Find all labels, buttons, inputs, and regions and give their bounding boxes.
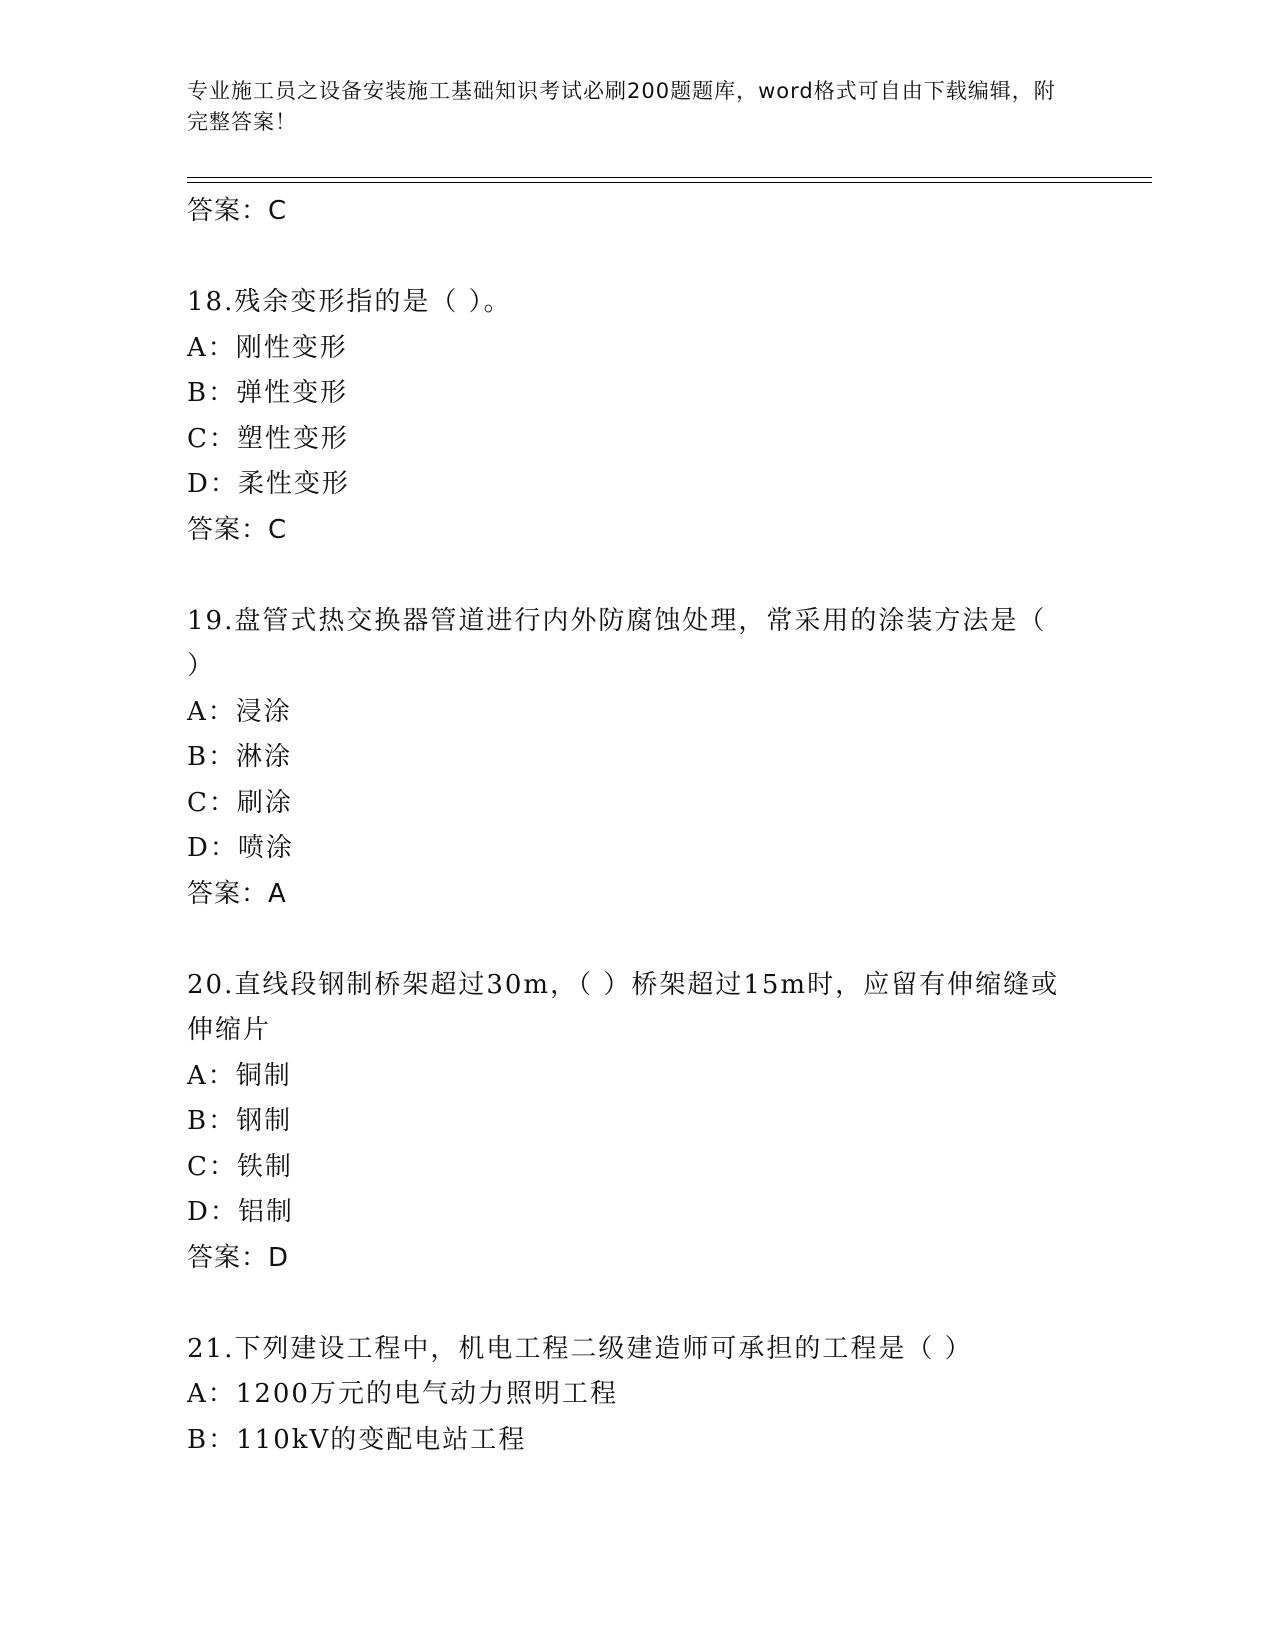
option-d: D：铝制	[187, 1197, 294, 1227]
header-text: 专业施工员之设备安装施工基础知识考试必刷200题题库，word格式可自由下载编辑，附完整答案！	[187, 79, 1056, 134]
option-c: C：铁制	[187, 1151, 293, 1182]
option-c: C：塑性变形	[187, 423, 349, 454]
header-rule-bottom	[187, 182, 1152, 183]
option-b: B：钢制	[187, 1106, 293, 1136]
option-b: B：弹性变形	[187, 378, 349, 408]
option-a: A：1200万元的电气动力照明工程	[187, 1379, 618, 1409]
option-b: B：110kV的变配电站工程	[187, 1424, 527, 1455]
question-stem: 18.残余变形指的是（ ）。	[187, 287, 512, 317]
document-header	[187, 76, 1067, 138]
option-d: D：柔性变形	[187, 469, 350, 499]
option-a: A：铜制	[187, 1060, 292, 1091]
answer-line: 答案：C	[187, 196, 288, 226]
option-a: A：刚性变形	[187, 332, 348, 363]
answer-line: 答案：D	[187, 1242, 290, 1273]
option-b: B：淋涂	[187, 742, 293, 772]
answer-line: 答案：A	[187, 878, 287, 909]
option-d: D：喷涂	[187, 833, 294, 863]
question-list	[187, 189, 1087, 1463]
question-stem: 21.下列建设工程中，机电工程二级建造师可承担的工程是（ ）	[187, 1333, 973, 1364]
option-a: A：浸涂	[187, 696, 292, 727]
answer-line: 答案：C	[187, 514, 288, 545]
question-stem: 19.盘管式热交换器管道进行内外防腐蚀处理，常采用的涂装方法是（ ）	[187, 605, 1047, 681]
header-rule-top	[187, 177, 1152, 178]
question-stem: 20.直线段钢制桥架超过30m，（ ）桥架超过15m时，应留有伸缩缝或伸缩片	[187, 969, 1060, 1045]
option-c: C：刷涂	[187, 787, 293, 818]
